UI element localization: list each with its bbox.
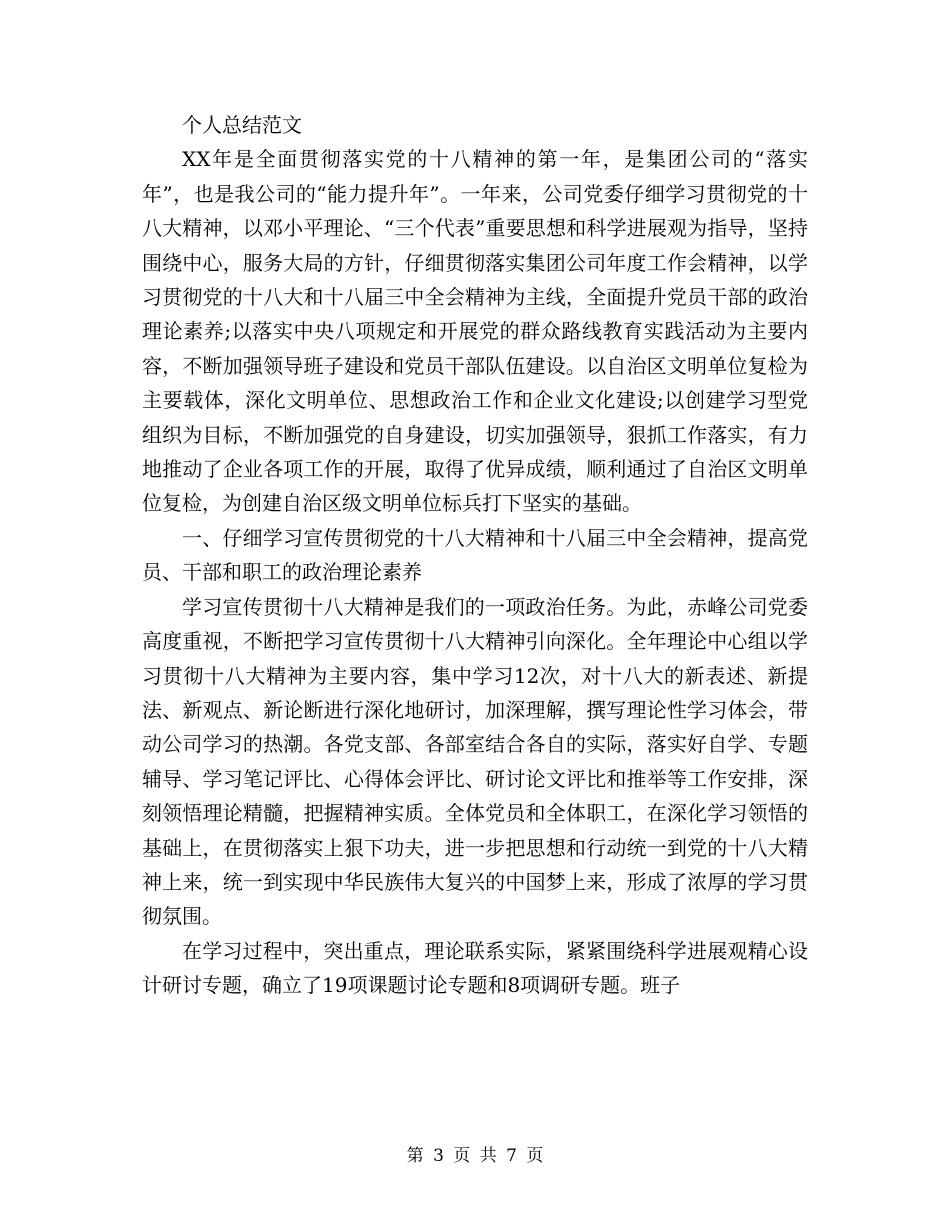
paragraph-process: 在学习过程中，突出重点，理论联系实际，紧紧围绕科学进展观精心设计研讨专题，确立了19项课题讨论专题和8项调研专题。班子 [142, 938, 808, 998]
page-footer: 第 3 页 共 7 页 [406, 1146, 544, 1166]
document-body [142, 108, 808, 1003]
paragraph-study: 学习宣传贯彻十八大精神是我们的一项政治任务。为此，赤峰公司党委高度重视，不断把学习宣传贯彻十八大精神引向深化。全年理论中心组以学习贯彻十八大精神为主要内容，集中学习12次，对十八大的新表述、新提法、新观点、新论断进行深化地研讨，加深理解，撰写理论性学习体会，带动公司学习的热潮。各党支部、各部室结合各自的实际，落实好自学、专题辅导、学习笔记评比、心得体会评比、研讨论文评比和推举等工作安排，深刻领悟理论精髓，把握精神实质。全体党员和全体职工，在深化学习领悟的基础上，在贯彻落实上狠下功夫，进一步把思想和行动统一到党的十八大精神上来，统一到实现中华民族伟大复兴的中国梦上来，形成了浓厚的学习贯彻氛围。 [142, 594, 808, 929]
document-title: 个人总结范文 [182, 113, 302, 137]
paragraph-intro: XX年是全面贯彻落实党的十八精神的第一年，是集团公司的“落实年”，也是我公司的“能力提升年”。一年来，公司党委仔细学习贯彻党的十八大精神，以邓小平理论、“三个代表”重要思想和科学进展观为指导，坚持围绕中心，服务大局的方针，仔细贯彻落实集团公司年度工作会精神，以学习贯彻党的十八大和十八届三中全会精神为主线，全面提升党员干部的政治理论素养;以落实中央八项规定和开展党的群众路线教育实践活动为主要内容，不断加强领导班子建设和党员干部队伍建设。以自治区文明单位复检为主要载体，深化文明单位、思想政治工作和企业文化建设;以创建学习型党组织为目标，不断加强党的自身建设，切实加强领导，狠抓工作落实，有力地推动了企业各项工作的开展，取得了优异成绩，顺利通过了自治区文明单位复检，为创建自治区级文明单位标兵打下坚实的基础。 [142, 147, 808, 516]
section-heading-1: 一、仔细学习宣传贯彻党的十八大精神和十八届三中全会精神，提高党员、干部和职工的政治理论素养 [142, 525, 808, 585]
